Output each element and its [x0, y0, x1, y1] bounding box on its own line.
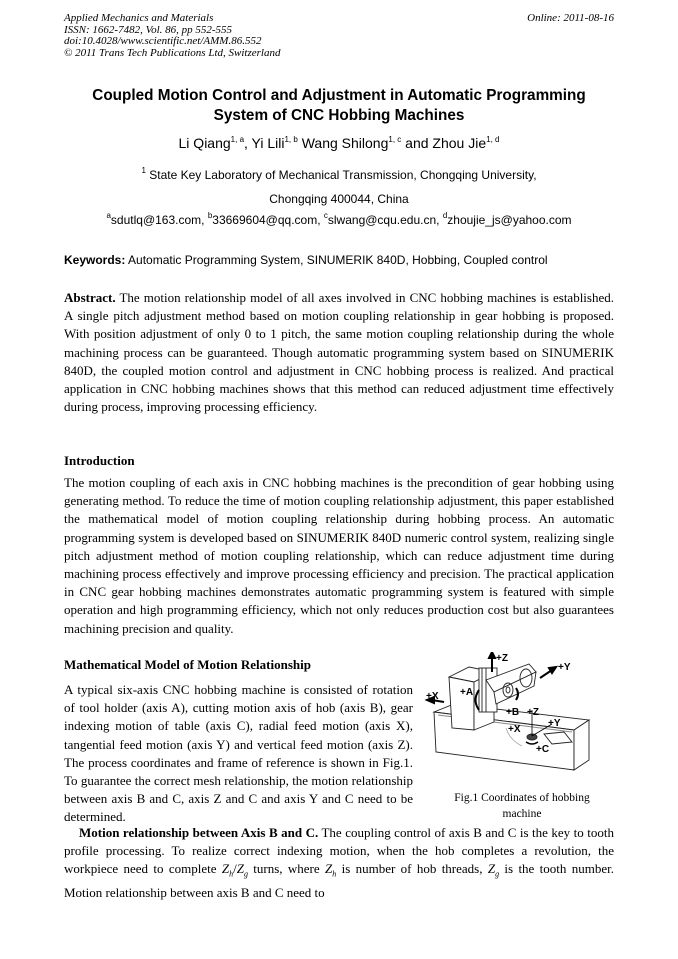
zg-symbol: $Z_g$ — [487, 861, 500, 879]
email-list — [64, 212, 614, 228]
zh-symbol: $Z_h$ — [325, 861, 337, 879]
email-separator: , — [436, 213, 443, 227]
abstract-label: Abstract. — [64, 290, 116, 305]
bc-text-2: turns, where — [247, 861, 325, 877]
email-sup: a — [106, 211, 111, 220]
section-heading-math-model: Mathematical Model of Motion Relationship — [64, 657, 311, 672]
axis-label-y-top: +Y — [558, 662, 571, 673]
axis-label-x-left: +X — [426, 691, 439, 702]
author-separator: , — [244, 135, 252, 151]
zh-symbol: $Z_h$ — [221, 861, 234, 879]
bc-text-3: is number of hob threads, — [336, 861, 488, 877]
keywords-text: Automatic Programming System, SINUMERIK 840D, Hobbing, Coupled control — [125, 253, 548, 267]
email-link[interactable]: slwang@cqu.edu.cn — [327, 213, 437, 227]
axis-label-z-mid: +Z — [527, 707, 539, 718]
figure-1-hobbing-machine — [424, 652, 618, 784]
email-separator: , — [201, 213, 208, 227]
author-list — [64, 134, 614, 152]
abstract-text: The motion relationship model of all axes involved in CNC hobbing machines is established. A single pitch adjustment method based on motion coupling relationship in gear hobbing is proposed. With position adjustment of only 0 to 1 pitch, the same motion coupling relationship during the whole machining process can be guaranteed. Though automatic programming system based on SINUMERIK 840D, the coupled motion control and adjustment in CNC hobbing process is realized. And practical application in CNC hobbing machines shows that this method can reduced adjustment time effectively during process, improving processing efficiency. — [64, 290, 614, 415]
axis-label-b: +B — [506, 707, 520, 718]
figure-caption — [428, 790, 616, 822]
paper-title — [64, 86, 614, 126]
email-link[interactable]: zhoujie_js@yahoo.com — [447, 213, 572, 227]
online-date: Online: 2011-08-16 — [527, 12, 614, 24]
bc-text-1: The coupling control of axis B and C is the key to tooth profile processing. To realize correct indexing motion, when the hob completes a revolution, the workpiece need to complete — [64, 825, 614, 877]
affil-line-1: State Key Laboratory of Mechanical Transmission, Chongqing University, — [145, 168, 537, 182]
section-heading-introduction: Introduction — [64, 453, 135, 468]
email-sup: b — [207, 211, 213, 220]
doi-line: doi:10.4028/www.scientific.net/AMM.86.552 — [64, 35, 262, 47]
author-name: Zhou Jie — [432, 135, 487, 151]
axis-label-c: +C — [536, 744, 550, 755]
email-link[interactable]: 33669604@qq.com — [212, 213, 318, 227]
hobbing-machine-diagram — [424, 652, 618, 784]
issn-line: ISSN: 1662-7482, Vol. 86, pp 552-555 — [64, 23, 233, 36]
abstract — [64, 289, 614, 416]
axis-label-z-top: +Z — [496, 653, 508, 664]
author-name: Yi Lili — [251, 135, 285, 151]
author-affil-sup: 1, a — [230, 135, 245, 144]
title-line-1: Coupled Motion Control and Adjustment in Automatic Programming — [92, 87, 586, 104]
keywords — [64, 252, 624, 268]
copyright-line: © 2011 Trans Tech Publications Ltd, Switzerland — [64, 46, 281, 59]
affil-sup: 1 — [141, 166, 146, 175]
journal-header — [64, 13, 280, 59]
author-affil-sup: 1, b — [284, 135, 298, 144]
axis-label-y-mid: +Y — [548, 718, 561, 729]
email-separator: , — [317, 213, 324, 227]
author-name: Wang Shilong — [301, 135, 389, 151]
slash: / — [233, 861, 237, 877]
email-sup: d — [442, 211, 448, 220]
zg-symbol: $Z_g$ — [236, 861, 248, 879]
journal-name: Applied Mechanics and Materials — [64, 12, 214, 24]
bc-text-4: is the tooth number. Motion relationship between axis B and C need to — [64, 861, 614, 901]
title-line-2: System of CNC Hobbing Machines — [213, 107, 465, 124]
author-affil-sup: 1, d — [486, 135, 500, 144]
bc-subheading: Motion relationship between Axis B and C. — [79, 825, 319, 840]
email-sup: c — [323, 211, 328, 220]
bc-relationship-paragraph — [64, 824, 614, 902]
keywords-label: Keywords: — [64, 253, 126, 267]
author-separator: and — [401, 135, 433, 151]
author-affil-sup: 1, c — [388, 135, 402, 144]
email-link[interactable]: sdutlq@163.com — [110, 213, 202, 227]
axis-label-x-mid: +X — [508, 724, 521, 735]
axis-label-a: +A — [460, 687, 474, 698]
math-model-paragraph: A typical six-axis CNC hobbing machine is consisted of rotation of tool holder (axis A), cutting motion axis of hob (axis B), gear indexing motion of table (axis C), radial feed motion (axis X), tangential feed motion (axis Y) and vertical feed motion (axis Z). The process coordinates and frame of reference is shown in Fig.1. To guarantee the correct mesh relationship, the motion relationship between axis B and C, axis Z and C and axis Y and C need to be determined. — [64, 682, 413, 825]
caption-line-2: machine — [502, 808, 542, 820]
affil-line-2: Chongqing 400044, China — [269, 192, 409, 206]
caption-line-1: Fig.1 Coordinates of hobbing — [454, 792, 590, 804]
affiliation — [64, 163, 614, 211]
author-name: Li Qiang — [178, 135, 231, 151]
introduction-paragraph: The motion coupling of each axis in CNC hobbing machines is the precondition of gear hobbing using generating method. To reduce the time of motion coupling relationship adjustment, this paper established the mathematical model of motion coupling relationship during hobbing process. An automatic programming system is developed based on SINUMERIK 840D numeric control system, realizing single pitch adjustment method of motion coupling relationship, which can reduce adjustment time during machining process effectively and improve processing efficiency and precision. The practical application in CNC gear hobbing machines demonstrates automatic programming system is featured with simple operation and high programming efficiency, which not only reduces production cost but also guarantees machining precision and quality. — [64, 475, 614, 636]
